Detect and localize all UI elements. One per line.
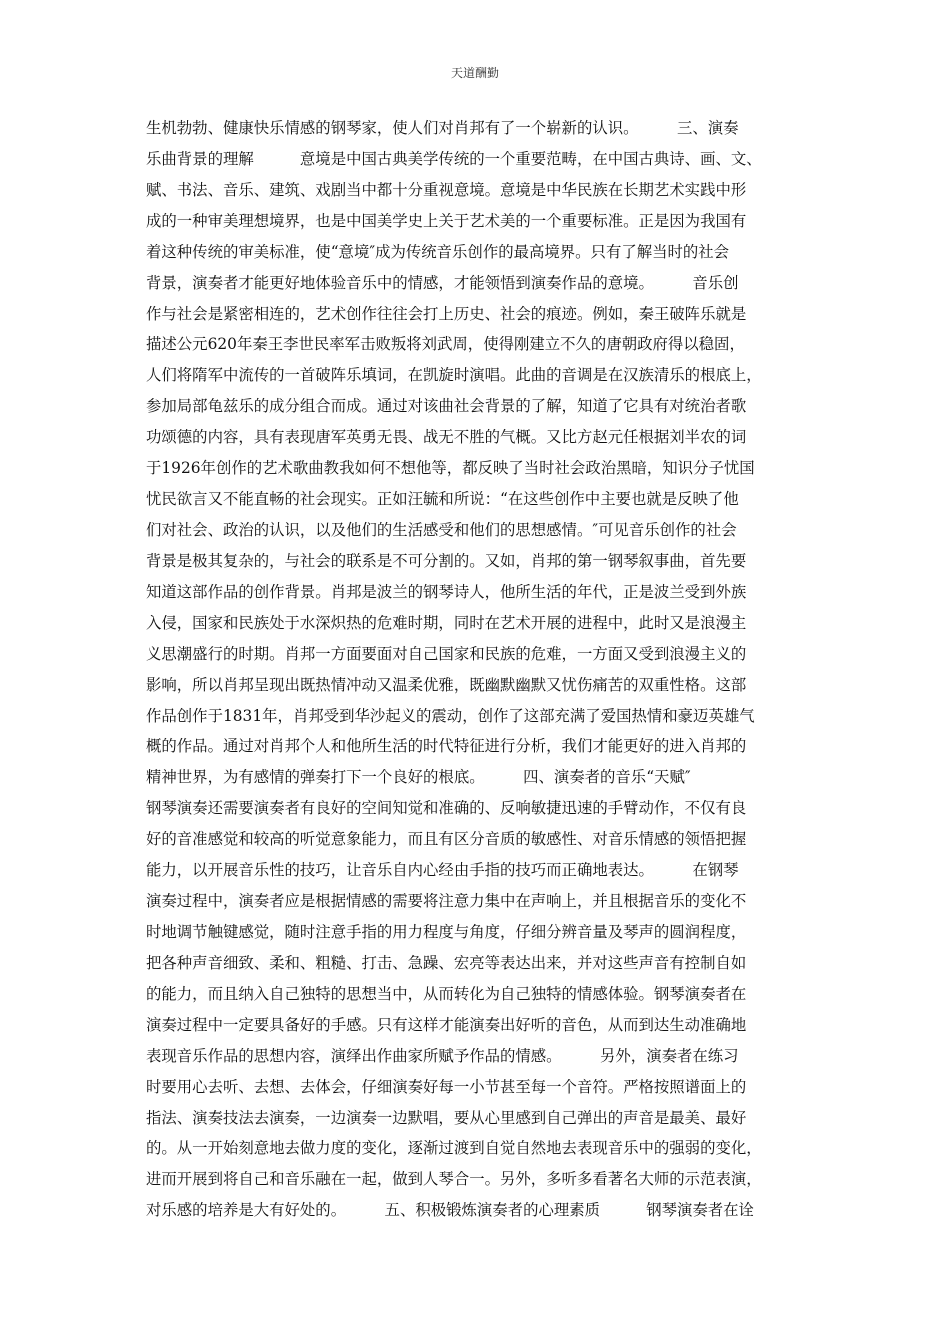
page-header: 天道酬勤: [450, 66, 499, 80]
body-text-line: 生机勃勃、健康快乐情感的钢琴家，使人们对肖邦有了一个崭新的认识。 三、演奏: [146, 119, 739, 137]
body-text-line: 能力，以开展音乐性的技巧，让音乐自内心经由手指的技巧而正确地表达。 在钢琴: [146, 861, 739, 880]
body-text-line: 背景是极其复杂的，与社会的联系是不可分割的。又如，肖邦的第一钢琴叙事曲，首先要: [146, 551, 747, 570]
body-text-line: 进而开展到将自己和音乐融在一起，做到人琴合一。另外，多听多看著名大师的示范表演，: [146, 1170, 762, 1189]
body-text-line: 于1926年创作的艺术歌曲教我如何不想他等，都反映了当时社会政治黑暗，知识分子忧国: [146, 459, 755, 478]
body-text-line: 表现音乐作品的思想内容，演绎出作曲家所赋予作品的情感。 另外，演奏者在练习: [146, 1046, 739, 1065]
body-text-line: 人们将隋军中流传的一首破阵乐填词，在凯旋时演唱。此曲的音调是在汉族清乐的根底上，: [146, 366, 762, 385]
body-text-line: 作品创作于1831年，肖邦受到华沙起义的震动，创作了这部充满了爱国热情和豪迈英雄气: [146, 706, 755, 725]
body-text-line: 演奏过程中，演奏者应是根据情感的需要将注意力集中在声响上，并且根据音乐的变化不: [146, 892, 747, 911]
body-text-line: 义思潮盛行的时期。肖邦一方面要面对自己国家和民族的危难，一方面又受到浪漫主义的: [146, 644, 747, 663]
body-text-line: 的能力，而且纳入自己独特的思想当中，从而转化为自己独特的情感体验。钢琴演奏者在: [146, 984, 747, 1003]
body-text-line: 作与社会是紧密相连的，艺术创作往往会打上历史、社会的痕迹。例如，秦王破阵乐就是: [146, 304, 747, 323]
body-text-line: 描述公元620年秦王李世民率军击败叛将刘武周，使得刚建立不久的唐朝政府得以稳固，: [146, 335, 745, 354]
body-text-line: 们对社会、政治的认识，以及他们的生活感受和他们的思想感情。″可见音乐创作的社会: [146, 520, 737, 539]
body-text-line: 背景，演奏者才能更好地体验音乐中的情感，才能领悟到演奏作品的意境。 音乐创: [146, 273, 739, 292]
body-text-line: 的。从一开始刻意地去做力度的变化，逐渐过渡到自觉自然地去表现音乐中的强弱的变化，: [146, 1139, 762, 1158]
body-text-line: 把各种声音细致、柔和、粗糙、打击、急躁、宏亮等表达出来，并对这些声音有控制自如: [146, 953, 747, 972]
body-text-line: 成的一种审美理想境界，也是中国美学史上关于艺术美的一个重要标准。正是因为我国有: [146, 211, 747, 230]
body-text-line: 知道这部作品的创作背景。肖邦是波兰的钢琴诗人，他所生活的年代，正是波兰受到外族: [146, 582, 747, 601]
body-text-line: 参加局部龟兹乐的成分组合而成。通过对该曲社会背景的了解，知道了它具有对统治者歌: [146, 397, 747, 416]
body-text-line: 指法、演奏技法去演奏，一边演奏一边默唱，要从心里感到自己弹出的声音是最美、最好: [146, 1108, 747, 1127]
body-text-line: 精神世界，为有感情的弹奏打下一个良好的根底。 四、演奏者的音乐“天赋″: [146, 768, 691, 787]
document-body: [146, 113, 806, 1226]
body-text-line: 忧民欲言又不能直畅的社会现实。正如汪毓和所说：“在这些创作中主要也就是反映了他: [146, 490, 739, 509]
body-text-line: 赋、书法、音乐、建筑、戏剧当中都十分重视意境。意境是中华民族在长期艺术实践中形: [146, 180, 747, 199]
body-text-line: 时地调节触键感觉，随时注意手指的用力程度与角度，仔细分辨音量及琴声的圆润程度，: [146, 922, 747, 941]
body-text-line: 时要用心去听、去想、去体会，仔细演奏好每一小节甚至每一个音符。严格按照谱面上的: [146, 1077, 747, 1096]
body-text-line: 乐曲背景的理解 意境是中国古典美学传统的一个重要范畴，在中国古典诗、画、文、: [146, 149, 762, 168]
body-text-line: 好的音准感觉和较高的听觉意象能力，而且有区分音质的敏感性、对音乐情感的领悟把握: [146, 830, 747, 849]
body-text-line: 影响，所以肖邦呈现出既热情冲动又温柔优雅，既幽默幽默又忧伤痛苦的双重性格。这部: [146, 675, 747, 694]
body-text-line: 概的作品。通过对肖邦个人和他所生活的时代特征进行分析，我们才能更好的进入肖邦的: [146, 737, 747, 756]
body-text-line: 对乐感的培养是大有好处的。 五、积极锻炼演奏者的心理素质 钢琴演奏者在诠: [146, 1201, 754, 1220]
body-text-line: 钢琴演奏还需要演奏者有良好的空间知觉和准确的、反响敏捷迅速的手臂动作，不仅有良: [146, 799, 747, 818]
body-text-line: 演奏过程中一定要具备好的手感。只有这样才能演奏出好听的音色，从而到达生动准确地: [146, 1015, 747, 1034]
body-text-line: 着这种传统的审美标准，使“意境″成为传统音乐创作的最高境界。只有了解当时的社会: [146, 242, 730, 261]
body-text-line: 入侵，国家和民族处于水深炽热的危难时期，同时在艺术开展的进程中，此时又是浪漫主: [146, 613, 747, 632]
body-text-line: 功颂德的内容，具有表现唐军英勇无畏、战无不胜的气概。又比方赵元任根据刘半农的词: [146, 428, 747, 447]
